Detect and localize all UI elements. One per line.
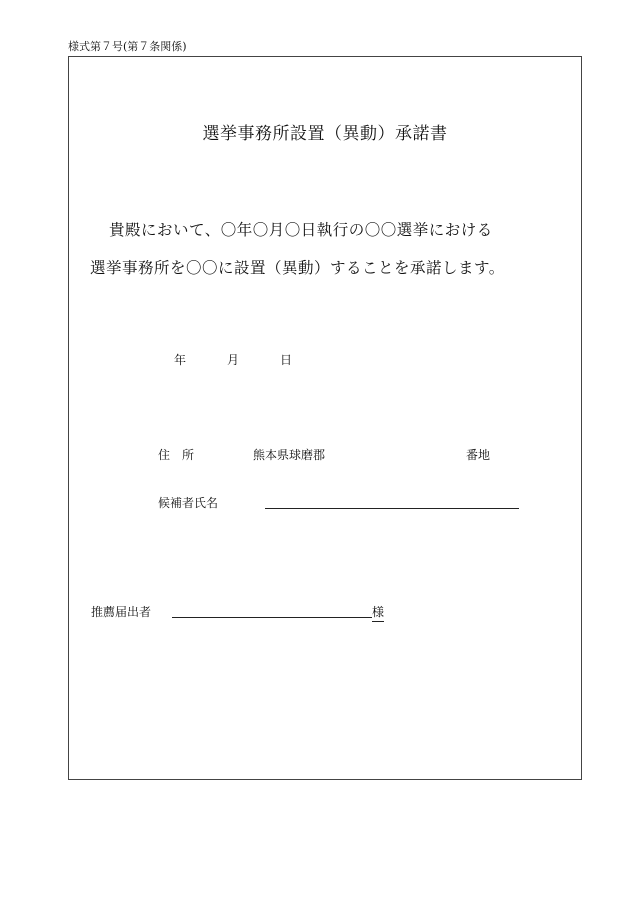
date-day-label: 日 [280, 353, 293, 367]
document-frame [68, 56, 582, 780]
form-number: 様式第７号(第７条関係) [68, 40, 187, 53]
address-banchi-label: 番地 [466, 448, 491, 462]
address-prefecture-district: 熊本県球磨郡 [253, 448, 326, 462]
recommender-label: 推薦届出者 [91, 605, 152, 619]
body-text-line-2: 選挙事務所を〇〇に設置（異動）することを承諾します。 [90, 259, 505, 277]
candidate-name-field[interactable] [265, 508, 519, 509]
candidate-name-label: 候補者氏名 [158, 496, 219, 510]
recommender-name-field[interactable] [172, 617, 372, 618]
document-title: 選挙事務所設置（異動）承諾書 [202, 124, 448, 144]
honorific-sama: 様 [372, 603, 384, 622]
address-label: 住 所 [158, 448, 195, 462]
body-text-line-1: 貴殿において、〇年〇月〇日執行の〇〇選挙における [109, 221, 493, 239]
date-month-label: 月 [227, 353, 240, 367]
date-year-label: 年 [174, 353, 187, 367]
